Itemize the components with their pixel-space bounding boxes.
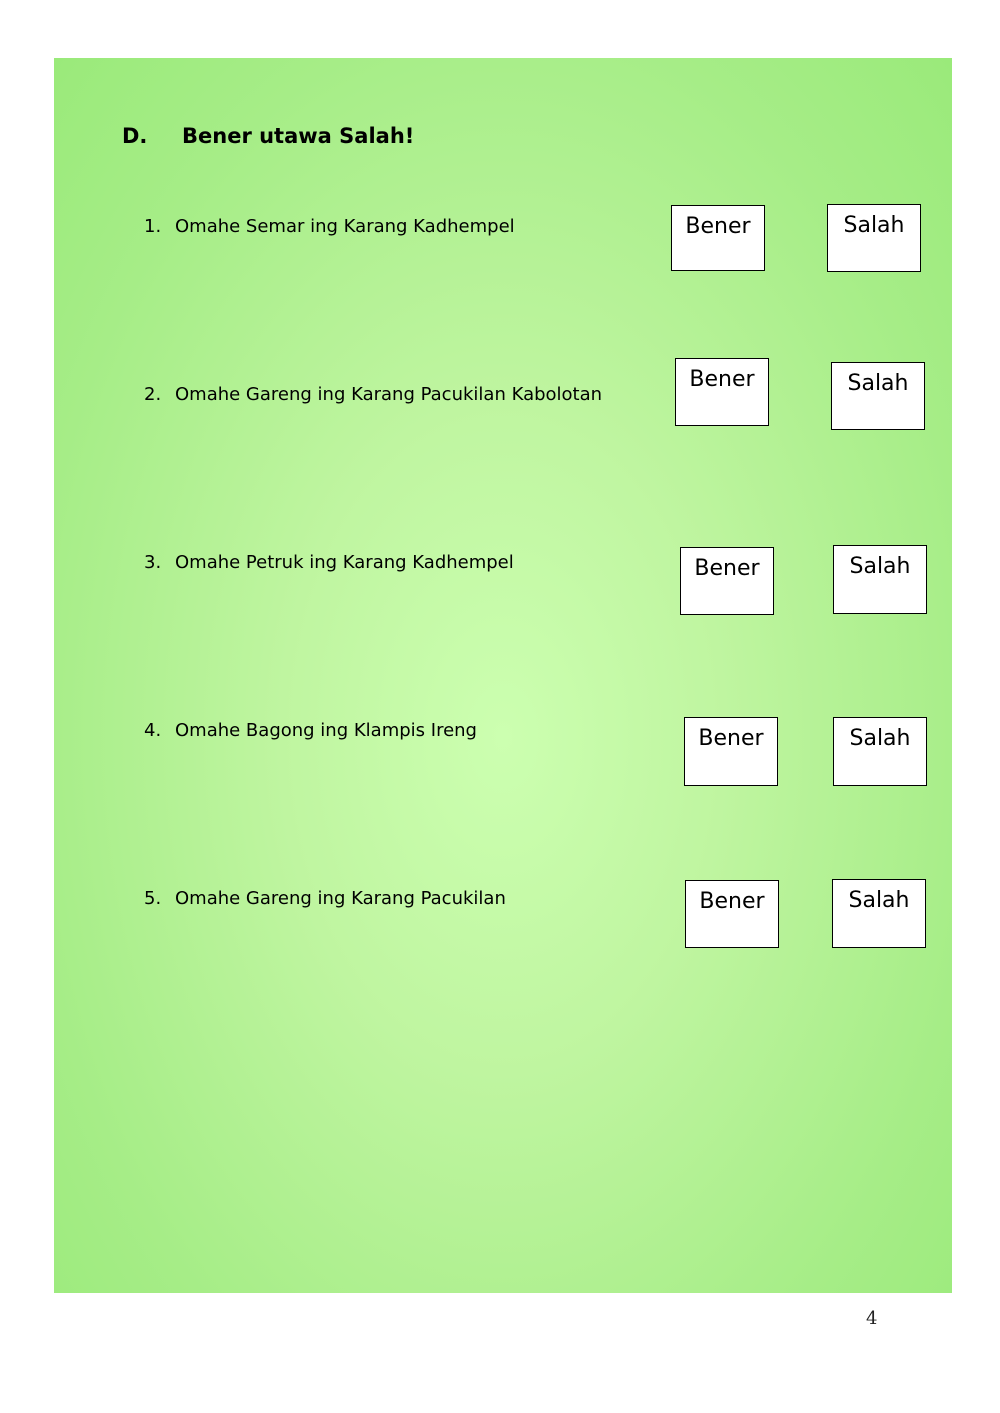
- question-3: [144, 552, 514, 573]
- question-text: Omahe Bagong ing Klampis Ireng: [175, 720, 477, 741]
- q3-salah-box[interactable]: Salah: [833, 545, 927, 614]
- q4-salah-box[interactable]: Salah: [833, 717, 927, 786]
- q4-bener-box[interactable]: Bener: [684, 717, 778, 786]
- q2-bener-box[interactable]: Bener: [675, 358, 769, 426]
- question-4: [144, 720, 477, 741]
- question-5: [144, 888, 506, 909]
- question-text: Omahe Gareng ing Karang Pacukilan Kabolotan: [175, 384, 603, 405]
- q3-bener-box[interactable]: Bener: [680, 547, 774, 615]
- question-number: 4.: [144, 720, 162, 741]
- q5-salah-box[interactable]: Salah: [832, 879, 926, 948]
- question-text: Omahe Semar ing Karang Kadhempel: [175, 216, 515, 237]
- q2-salah-box[interactable]: Salah: [831, 362, 925, 430]
- question-text: Omahe Petruk ing Karang Kadhempel: [175, 552, 514, 573]
- question-number: 3.: [144, 552, 162, 573]
- q1-salah-box[interactable]: Salah: [827, 204, 921, 272]
- question-number: 1.: [144, 216, 162, 237]
- section-letter: D.: [122, 124, 148, 148]
- question-2: [144, 384, 602, 405]
- question-text: Omahe Gareng ing Karang Pacukilan: [175, 888, 506, 909]
- question-number: 2.: [144, 384, 162, 405]
- q1-bener-box[interactable]: Bener: [671, 205, 765, 271]
- question-1: [144, 216, 515, 237]
- page-number: 4: [866, 1308, 878, 1329]
- section-heading: [122, 124, 414, 148]
- section-title: Bener utawa Salah!: [182, 124, 415, 148]
- worksheet-panel: [54, 58, 952, 1293]
- q5-bener-box[interactable]: Bener: [685, 880, 779, 948]
- question-number: 5.: [144, 888, 162, 909]
